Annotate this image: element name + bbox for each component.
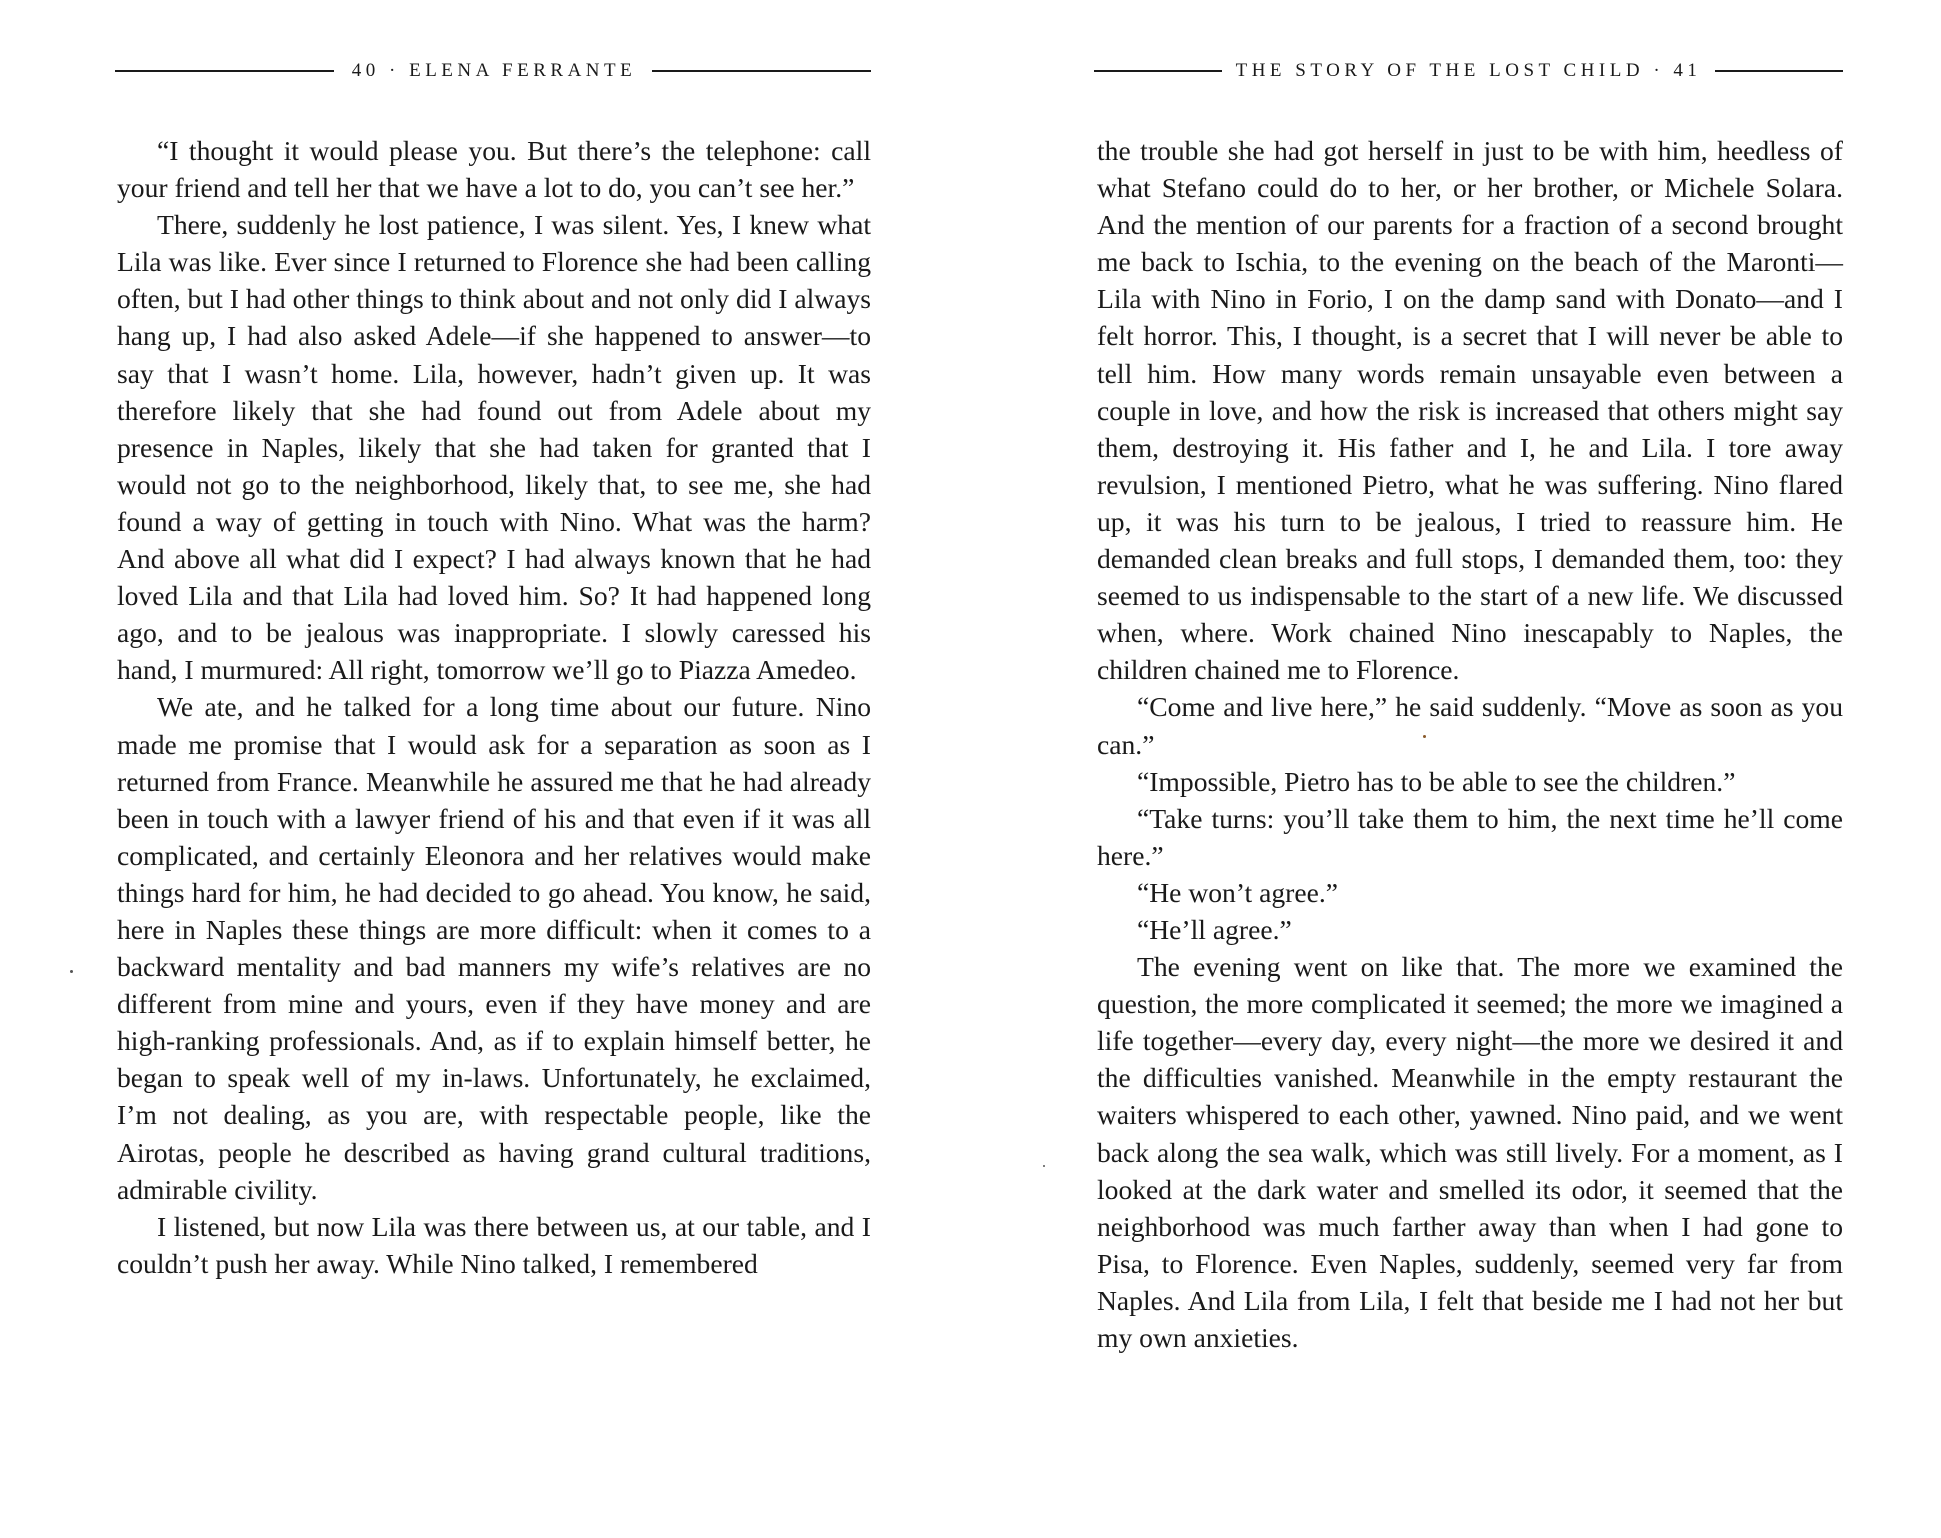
left-head-separator: ·: [389, 60, 400, 81]
paragraph: We ate, and he talked for a long time about our future. Nino made me promise that I would ask for a separation as soon as I returned from France. Meanwhile he assured me that he had already been in touch with a lawyer friend of his and that even if it was all complicated, and certainly Eleonora and her relatives would make things hard for him, he had decided to go ahead. You know, he said, here in Naples these things are more difficult: when it comes to a backward mentality and bad manners my wife’s relatives are no different from mine and yours, even if they have money and are high-ranking professionals. And, as if to explain himself better, he began to speak well of my in-laws. Unfortunately, he exclaimed, I’m not dealing, as you are, with respectable people, like the Airotas, people he described as having grand cultural traditions, admirable civility.: [117, 691, 871, 1205]
paragraph: “Impossible, Pietro has to be able to see the children.”: [1137, 765, 1736, 797]
print-speck: [1043, 1165, 1045, 1167]
right-running-head: [1094, 58, 1843, 84]
paragraph: There, suddenly he lost patience, I was silent. Yes, I knew what Lila was like. Ever since I returned to Florence she had been calling often, but I had other things to think about and not only did I always hang up, I had also asked Adele—if she happened to answer—to say that I wasn’t home. Lila, however, hadn’t given up. It was therefore likely that she had found out from Adele about my presence in Naples, likely that she had taken for granted that I would not go to the neighborhood, likely that, to see me, she had found a way of getting in touch with Nino. What was the harm? And above all what did I expect? I had always known that he had loved Lila and that Lila had loved him. So? It had happened long ago, and to be jealous was inappropriate. I slowly caressed his hand, I murmured: All right, tomorrow we’ll go to Piazza Amedeo.: [117, 209, 871, 686]
right-head-separator: ·: [1653, 60, 1665, 81]
left-running-head: [115, 58, 871, 84]
left-page: [0, 0, 970, 1538]
paragraph: “Take turns: you’ll take them to him, the next time he’ll come here.”: [1097, 802, 1843, 871]
paragraph: “I thought it would please you. But there’s the telephone: call your friend and tell her that we have a lot to do, you can’t see her.”: [117, 135, 871, 204]
paragraph: “He won’t agree.”: [1137, 876, 1338, 908]
book-title: THE STORY OF THE LOST CHILD: [1235, 60, 1645, 81]
left-page-number: 40: [351, 60, 380, 81]
paragraph: “He’ll agree.”: [1137, 913, 1292, 945]
right-page-number: 41: [1673, 60, 1702, 81]
paragraph: “Come and live here,” he said suddenly. “Move as soon as you can.”: [1097, 691, 1843, 760]
paragraph: the trouble she had got herself in just to be with him, heedless of what Stefano could do to her, or her brother, or Michele Solara. And the mention of our parents for a fraction of a second brought me back to Ischia, to the evening on the beach of the Maronti—Lila with Nino in Forio, I on the damp sand with Donato—and I felt horror. This, I thought, is a secret that I will never be able to tell him. How many words remain unsayable even between a couple in love, and how the risk is increased that others might say them, destroying it. His father and I, he and Lila. I tore away revulsion, I mentioned Pietro, what he was suffering. Nino flared up, it was his turn to be jealous, I tried to reassure him. He demanded clean breaks and full stops, I demanded them, too: they seemed to us indispensable to the start of a new life. We discussed when, where. Work chained Nino inescapably to Naples, the children chained me to Florence.: [1097, 135, 1843, 686]
right-body-text: [1097, 132, 1843, 1356]
right-page: [970, 0, 1941, 1538]
left-body-text: [117, 132, 871, 1282]
right-head-text: [1222, 60, 1716, 82]
right-head-rule-left: [1094, 70, 1222, 72]
author-name: ELENA FERRANTE: [409, 60, 637, 81]
right-head-rule-right: [1715, 70, 1843, 72]
print-speck: [70, 970, 73, 973]
left-head-rule-right: [652, 70, 871, 72]
paragraph: I listened, but now Lila was there between us, at our table, and I couldn’t push her away. While Nino talked, I remembered: [117, 1210, 871, 1279]
left-head-rule-left: [115, 70, 334, 72]
print-speck: [1423, 735, 1426, 738]
left-head-text: [334, 60, 652, 82]
paragraph: The evening went on like that. The more we examined the question, the more complicated it seemed; the more we imagined a life together—every day, every night—the more we desired it and the difficulties vanished. Meanwhile in the empty restaurant the waiters whispered to each other, yawned. Nino paid, and we went back along the sea walk, which was still lively. For a moment, as I looked at the dark water and smelled its odor, it seemed that the neighborhood was much farther away than when I had gone to Pisa, to Florence. Even Naples, suddenly, seemed very far from Naples. And Lila from Lila, I felt that beside me I had not her but my own anxieties.: [1097, 951, 1843, 1353]
